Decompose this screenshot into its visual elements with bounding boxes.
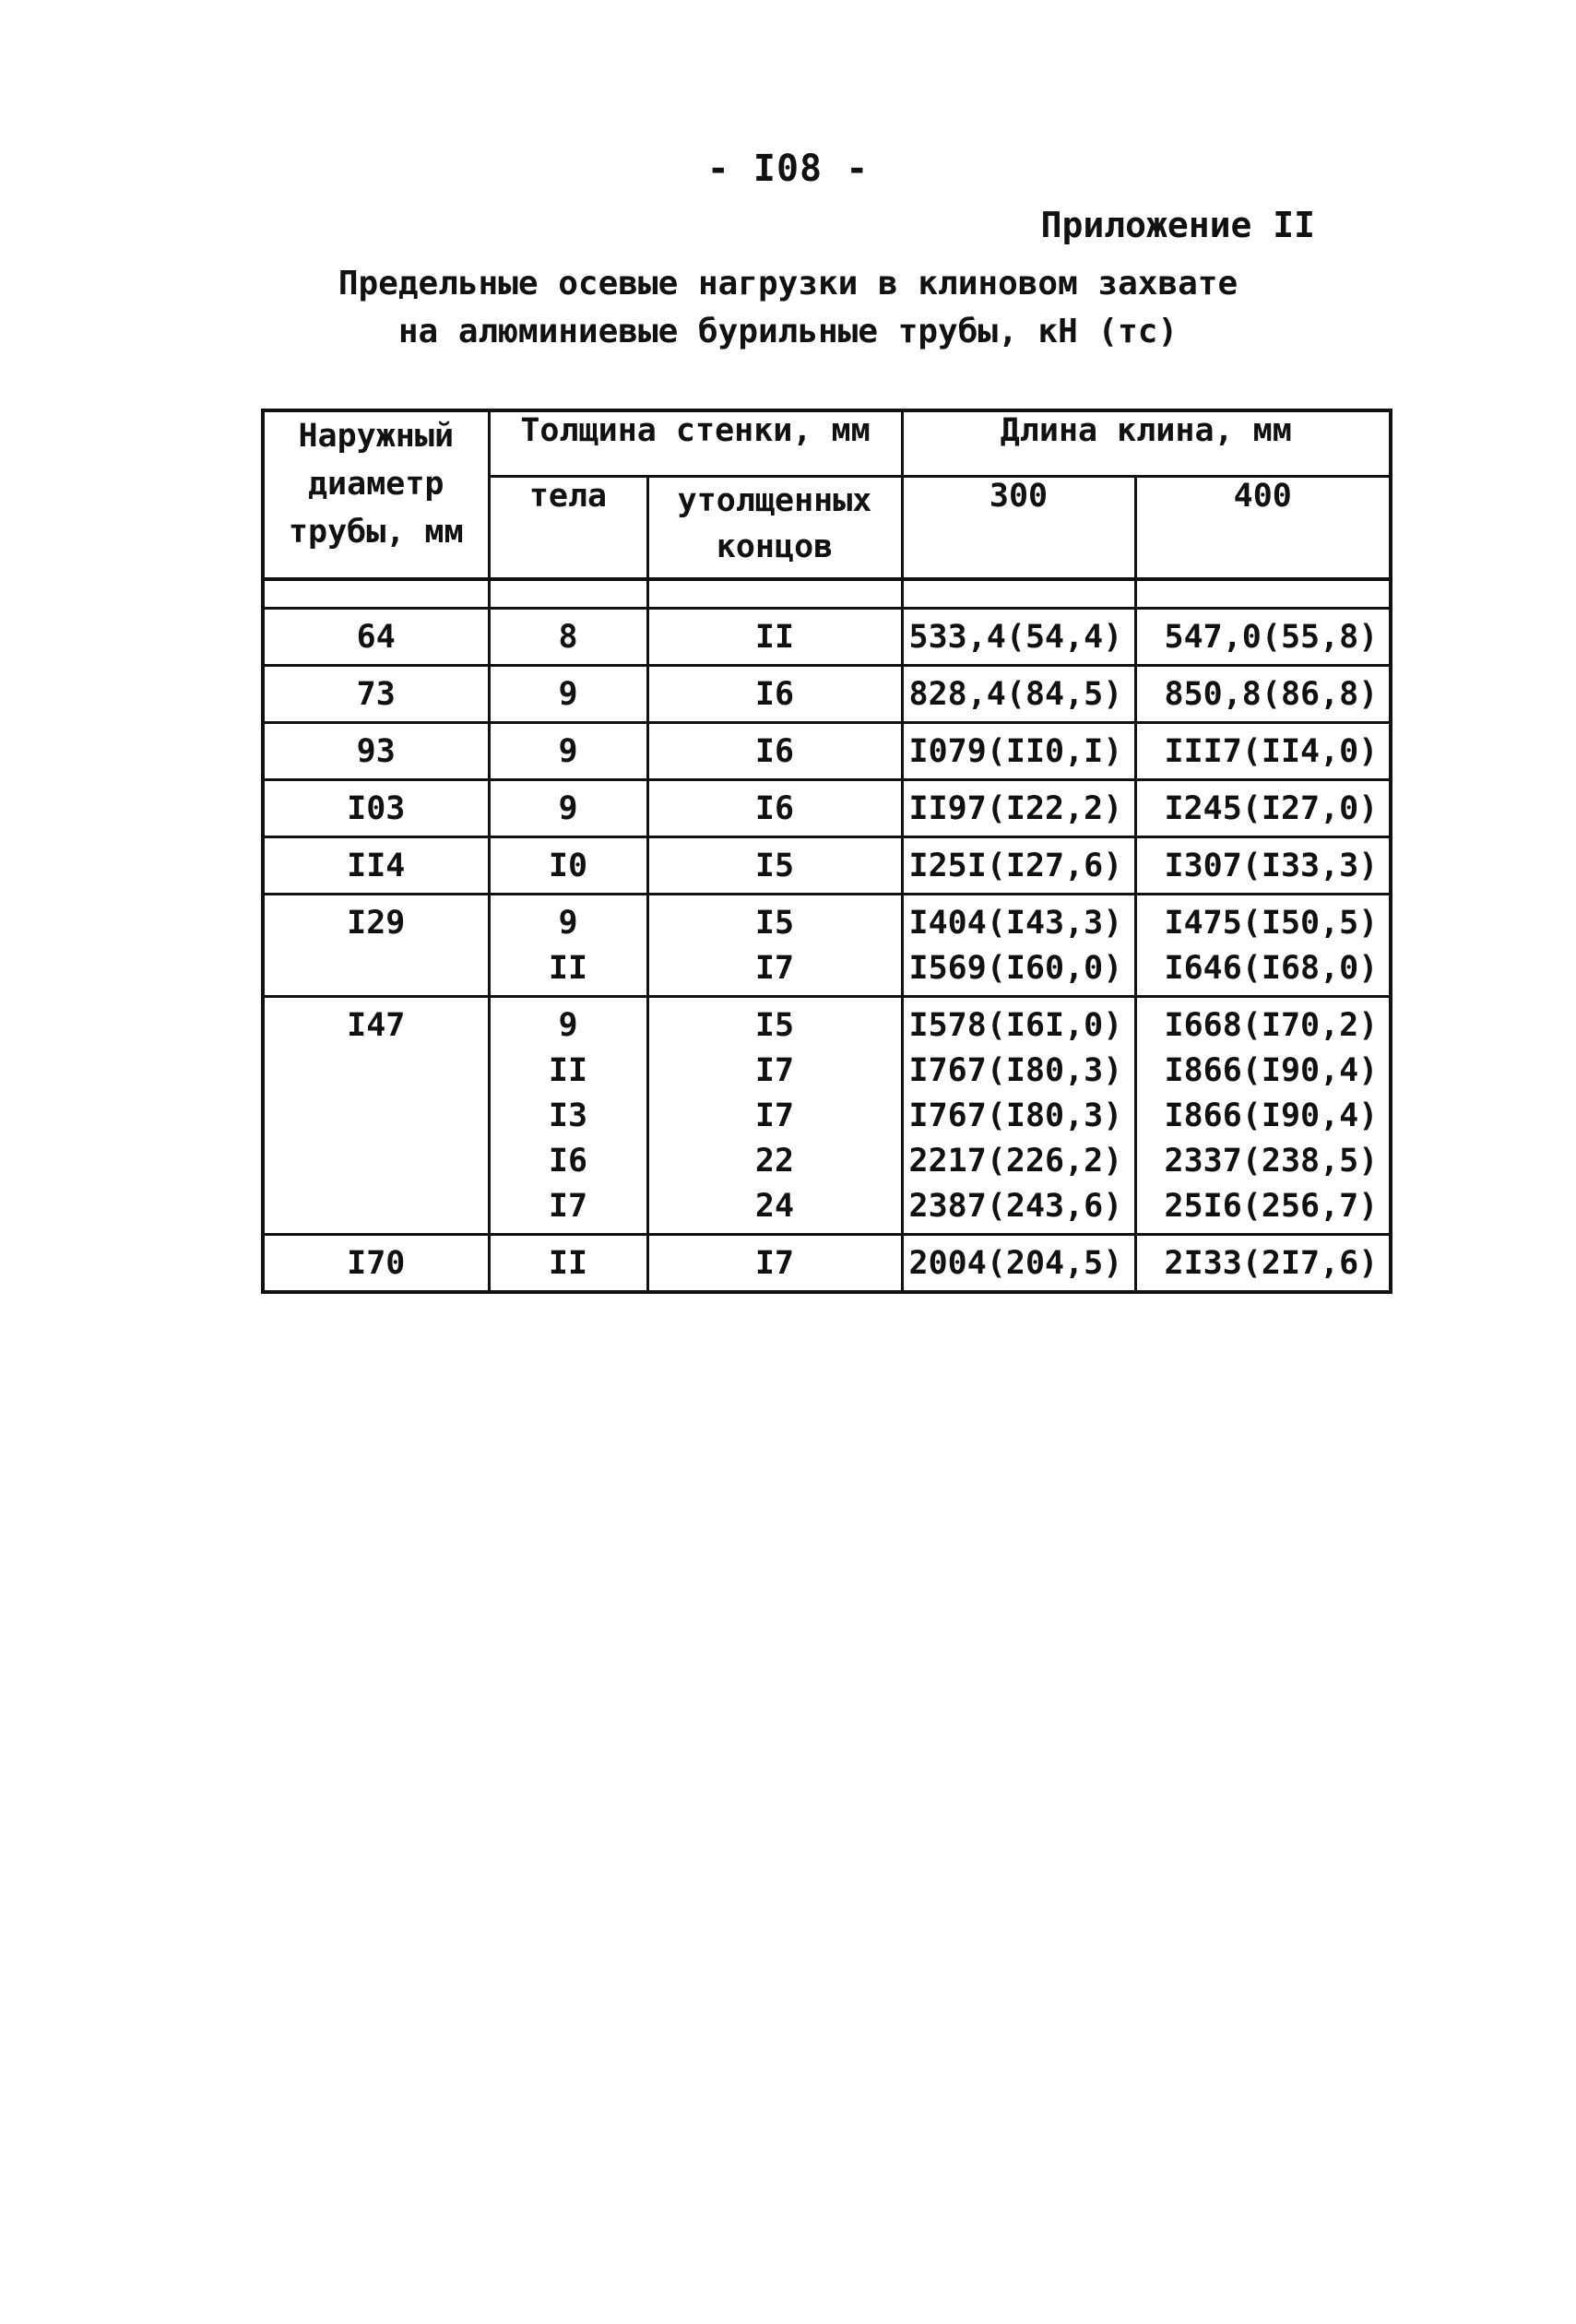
cell-diameter <box>263 997 489 1235</box>
cell-load-400 <box>1135 666 1391 723</box>
cell-wall-body <box>489 609 647 666</box>
cell-diameter <box>263 780 489 837</box>
loads-table <box>261 409 1392 1294</box>
cell-load-400 <box>1135 1235 1391 1293</box>
cell-line: 547,0(55,8) <box>1164 619 1379 656</box>
cell-line: 9 <box>558 905 578 942</box>
cell-line: I6 <box>754 790 795 827</box>
cell-wall-body <box>489 837 647 895</box>
cell-line: I6 <box>754 733 795 770</box>
table-title <box>0 260 1576 356</box>
cell-line: I307(I33,3) <box>1164 848 1379 884</box>
cell-line: I646(I68,0) <box>1164 950 1379 987</box>
table-row <box>263 895 1391 997</box>
cell-line: I475(I50,5) <box>1164 905 1379 942</box>
cell-line: I7 <box>754 1052 795 1089</box>
cell-line: I079(II0,I) <box>908 733 1123 770</box>
cell-line: 9 <box>558 790 578 827</box>
cell-line: 24 <box>754 1188 795 1225</box>
cell-load-300 <box>902 997 1135 1235</box>
cell-line: 533,4(54,4) <box>908 619 1123 656</box>
header-length-400: 400 <box>1135 477 1391 580</box>
cell-line: 828,4(84,5) <box>908 676 1123 713</box>
cell-line: I7 <box>754 950 795 987</box>
cell-line: I7 <box>754 1245 795 1282</box>
cell-line: 93 <box>356 733 396 770</box>
cell-line: II <box>548 950 588 987</box>
cell-diameter <box>263 609 489 666</box>
cell-line: I03 <box>347 790 406 827</box>
cell-line: I5 <box>754 1007 795 1044</box>
cell-wall-body <box>489 723 647 780</box>
cell-load-300 <box>902 1235 1135 1293</box>
cell-wall-body <box>489 997 647 1235</box>
cell-wall-upset <box>647 895 902 997</box>
cell-line: I866(I90,4) <box>1164 1052 1379 1089</box>
cell-load-300 <box>902 609 1135 666</box>
cell-line: 25I6(256,7) <box>1164 1188 1379 1225</box>
cell-line: I578(I6I,0) <box>908 1007 1123 1044</box>
cell-line: 2387(243,6) <box>908 1188 1123 1225</box>
cell-diameter <box>263 895 489 997</box>
cell-line: I866(I90,4) <box>1164 1097 1379 1134</box>
cell-line: 9 <box>558 1007 578 1044</box>
cell-load-300 <box>902 895 1135 997</box>
cell-load-300 <box>902 666 1135 723</box>
cell-wall-body <box>489 895 647 997</box>
cell-line: 2337(238,5) <box>1164 1143 1379 1180</box>
cell-line: I767(I80,3) <box>908 1052 1123 1089</box>
cell-load-300 <box>902 837 1135 895</box>
cell-diameter <box>263 837 489 895</box>
cell-load-400 <box>1135 895 1391 997</box>
cell-line: 850,8(86,8) <box>1164 676 1379 713</box>
page-number: - I08 - <box>706 148 870 190</box>
title-line-1: Предельные осевые нагрузки в клиновом захвате <box>338 265 1238 302</box>
cell-line: 9 <box>558 733 578 770</box>
cell-line: II4 <box>347 848 406 884</box>
cell-line: I5 <box>754 905 795 942</box>
table-row <box>263 609 1391 666</box>
cell-line: 2I33(2I7,6) <box>1164 1245 1379 1282</box>
cell-wall-upset <box>647 837 902 895</box>
cell-wall-body <box>489 780 647 837</box>
header-outer-diameter: Наружный диаметр трубы, мм <box>263 410 489 579</box>
cell-line: 9 <box>558 676 578 713</box>
cell-line: I245(I27,0) <box>1164 790 1379 827</box>
cell-line: I0 <box>548 848 588 884</box>
cell-line: II <box>548 1245 588 1282</box>
cell-load-400 <box>1135 609 1391 666</box>
header-length-300: 300 <box>902 477 1135 580</box>
table-row <box>263 837 1391 895</box>
cell-line: I5 <box>754 848 795 884</box>
cell-line: 2004(204,5) <box>908 1245 1123 1282</box>
header-wall-thickness: Толщина стенки, мм <box>489 410 902 477</box>
table-row <box>263 997 1391 1235</box>
cell-line: I3 <box>548 1097 588 1134</box>
cell-line: I7 <box>548 1188 588 1225</box>
cell-line: I569(I60,0) <box>908 950 1123 987</box>
header-wedge-length: Длина клина, мм <box>902 410 1391 477</box>
cell-wall-upset <box>647 1235 902 1293</box>
cell-line: II97(I22,2) <box>908 790 1123 827</box>
cell-load-400 <box>1135 723 1391 780</box>
cell-line: I25I(I27,6) <box>908 848 1123 884</box>
header-body: тела <box>489 477 647 580</box>
cell-load-300 <box>902 780 1135 837</box>
cell-line: I6 <box>754 676 795 713</box>
title-line-2: на алюминиевые бурильные трубы, кН (тс) <box>397 313 1179 350</box>
cell-line: II <box>548 1052 588 1089</box>
cell-wall-upset <box>647 666 902 723</box>
cell-line: I47 <box>347 1007 406 1044</box>
cell-diameter <box>263 723 489 780</box>
cell-line: I7 <box>754 1097 795 1134</box>
appendix-label: Приложение II <box>1040 205 1315 245</box>
table-row <box>263 1235 1391 1293</box>
cell-line: III7(II4,0) <box>1164 733 1379 770</box>
table-row <box>263 666 1391 723</box>
cell-line: 73 <box>356 676 396 713</box>
cell-line: I404(I43,3) <box>908 905 1123 942</box>
cell-line: 64 <box>356 619 396 656</box>
cell-wall-upset <box>647 609 902 666</box>
cell-line: 2217(226,2) <box>908 1143 1123 1180</box>
header-upset-ends: утолщенных концов <box>647 477 902 580</box>
cell-load-400 <box>1135 780 1391 837</box>
cell-wall-body <box>489 1235 647 1293</box>
cell-line: I767(I80,3) <box>908 1097 1123 1134</box>
cell-wall-body <box>489 666 647 723</box>
cell-wall-upset <box>647 997 902 1235</box>
cell-load-400 <box>1135 837 1391 895</box>
table-body <box>263 579 1391 1292</box>
cell-line: I70 <box>347 1245 406 1282</box>
header-spacer-row <box>263 579 1391 609</box>
cell-line: I668(I70,2) <box>1164 1007 1379 1044</box>
cell-line: II <box>754 619 795 656</box>
cell-load-400 <box>1135 997 1391 1235</box>
table-row <box>263 723 1391 780</box>
cell-line: 8 <box>558 619 578 656</box>
cell-line: I29 <box>347 905 406 942</box>
cell-wall-upset <box>647 780 902 837</box>
cell-line: I6 <box>548 1143 588 1180</box>
cell-wall-upset <box>647 723 902 780</box>
cell-load-300 <box>902 723 1135 780</box>
cell-line: 22 <box>754 1143 795 1180</box>
table-row <box>263 780 1391 837</box>
cell-diameter <box>263 1235 489 1293</box>
cell-diameter <box>263 666 489 723</box>
